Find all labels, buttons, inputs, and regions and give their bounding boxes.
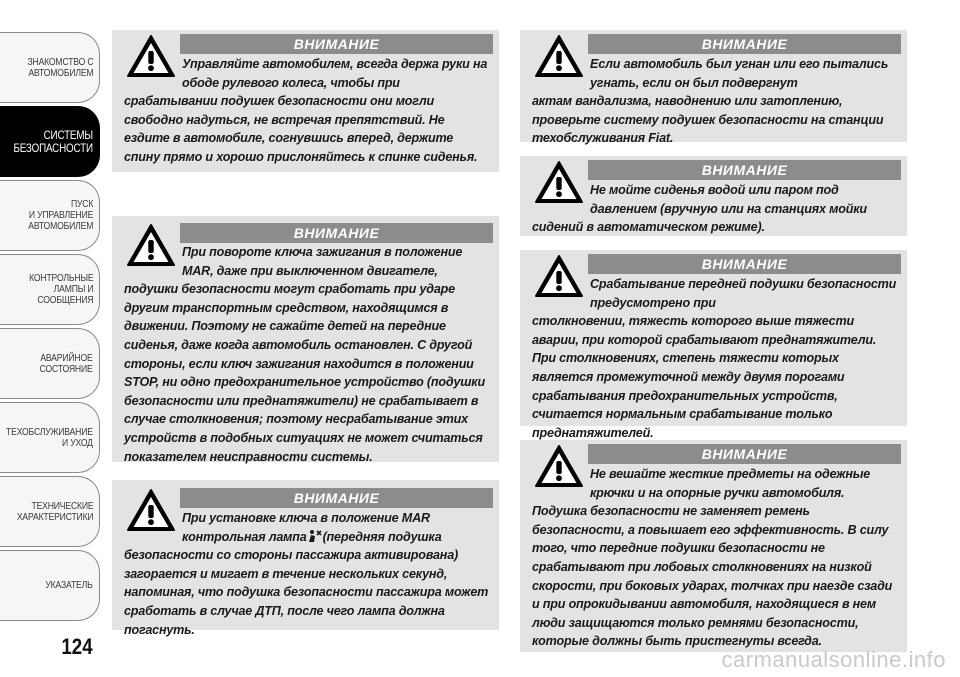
warning-text <box>532 55 899 148</box>
tab-emergency[interactable] <box>0 328 100 399</box>
warning-box-hooks <box>520 440 907 652</box>
tab-vehicle-intro[interactable] <box>0 32 100 103</box>
warning-text-lead: Срабатывание передней подушки безопасности предусмотрено при <box>590 277 897 310</box>
tab-safety-systems[interactable] <box>0 106 100 177</box>
warning-text-lead: При повороте ключа зажигания в положение MAR, даже при выключенном двигателе, <box>182 245 463 278</box>
warning-text-body: Подушка безопасности не заменяет ремень безопасности, а повышает его эффективность. В силу того, что передние подушки безопасности не срабатывают при лобовых столкновениях на низкой скорости, при боковых ударах, толчках при наезде сзади и при опрокидывании автомобиля, находящиеся в нем люди защищаются только ремнями безопасности, которые должны быть пристегнуты всегда. <box>532 504 893 649</box>
warning-text-body: срабатывании подушек безопасности они могли свободно надуться, не встречая препятствий. Не ездите в автомобиле, согнувшись вперед, держите спину прямо и хорошо прислоняйтесь к спинке сиденья. <box>124 94 478 164</box>
warning-header: ВНИМАНИЕ <box>588 34 901 54</box>
tab-label: ТЕХОБСЛУЖИВАНИЕ И УХОД <box>6 425 93 449</box>
lamp-text: контрольная лампа <box>182 529 307 544</box>
warning-text-lead: Управляйте автомобилем, всегда держа руки на ободе рулевого колеса, чтобы при <box>182 57 488 90</box>
warning-text <box>124 55 491 167</box>
tab-label: ЗНАКОМСТВО С АВТОМОБИЛЕМ <box>27 55 93 79</box>
tab-technical-specs[interactable] <box>0 476 100 547</box>
tab-warning-lights[interactable] <box>0 254 100 325</box>
warning-text-lead: Не вешайте жесткие предметы на одежные крючки и на опорные ручки автомобиля. <box>590 467 871 500</box>
warning-header: ВНИМАНИЕ <box>180 223 493 243</box>
warning-text <box>532 465 899 651</box>
warning-text-body: сидений в автоматическом режиме). <box>532 220 765 235</box>
warning-header: ВНИМАНИЕ <box>180 488 493 508</box>
tab-label: ТЕХНИЧЕСКИЕ ХАРАКТЕРИСТИКИ <box>16 499 93 523</box>
tab-index[interactable] <box>0 550 100 621</box>
warning-text-lead: Если автомобиль был угнан или его пытались угнать, если он был подвергнут <box>590 57 889 90</box>
warning-header: ВНИМАНИЕ <box>180 34 493 54</box>
warning-box-seat-washing <box>520 156 907 236</box>
warning-text-body: столкновении, тяжесть которого выше тяжести аварии, при которой срабатывают преднатяжители. При столкновениях, степень тяжести которых является промежуточной между двумя порогами срабатывания предохранительных устройств, считается нормальным срабатывание только преднатяжителей. <box>532 314 877 440</box>
tab-label: УКАЗАТЕЛЬ <box>45 579 93 591</box>
warning-box-steering <box>112 30 499 172</box>
tab-label: КОНТРОЛЬНЫЕ ЛАМПЫ И СООБЩЕНИЯ <box>28 272 93 306</box>
tab-starting-driving[interactable] <box>0 180 100 251</box>
tab-maintenance[interactable] <box>0 402 100 473</box>
lamp-text-2: (передняя подушка <box>322 529 442 544</box>
warning-text-body: актам вандализма, наводнению или затоплению, проверьте систему подушек безопасности на станции техобслуживания Fiat. <box>532 94 884 146</box>
warning-text-lead-2 <box>124 528 491 547</box>
warning-box-theft <box>520 30 907 146</box>
warning-text-body: безопасности со стороны пассажира активирована) загорается и мигает в течение нескольких секунд, напоминая, что подушка безопасности пассажира может сработать в случае ДТП, после чего лампа должна погаснуть. <box>124 548 489 637</box>
warning-box-ignition <box>112 216 499 462</box>
warning-text <box>532 275 899 442</box>
warning-header: ВНИМАНИЕ <box>588 160 901 180</box>
warning-text-lead: Не мойте сиденья водой или паром под давлением (вручную или на станциях мойки <box>590 183 867 216</box>
warning-text <box>124 509 491 639</box>
tab-label: АВАРИЙНОЕ СОСТОЯНИЕ <box>40 351 93 375</box>
watermark: carmanualsonline.info <box>721 647 946 672</box>
warning-text <box>532 181 899 237</box>
chapter-sidebar <box>0 0 104 677</box>
warning-text <box>124 243 491 466</box>
tab-label: ПУСК И УПРАВЛЕНИЕ АВТОМОБИЛЕМ <box>28 198 93 232</box>
warning-text-body: подушки безопасности могут сработать при ударе другим транспортным средством, находящимся в движении. Поэтому не сажайте детей на передние сиденья, даже когда автомобиль остановлен. С другой стороны, если ключ зажигания находится в положении STOP, ни одно предохранительное устройство (подушки безопасности или преднатяжители) не срабатывает в случае столкновения; поэтому несрабатывание этих устройств в подобных ситуациях не может считаться показателем неисправности системы. <box>124 282 485 464</box>
page-number: 124 <box>61 634 93 659</box>
airbag-lamp-icon <box>307 529 323 543</box>
warning-header: ВНИМАНИЕ <box>588 254 901 274</box>
warning-box-front-airbag <box>520 250 907 440</box>
warning-text-lead: При установке ключа в положение MAR <box>182 511 430 525</box>
warning-header: ВНИМАНИЕ <box>588 444 901 464</box>
tab-label: СИСТЕМЫ БЕЗОПАСНОСТИ <box>13 127 93 155</box>
warning-box-passenger-airbag <box>112 480 499 637</box>
